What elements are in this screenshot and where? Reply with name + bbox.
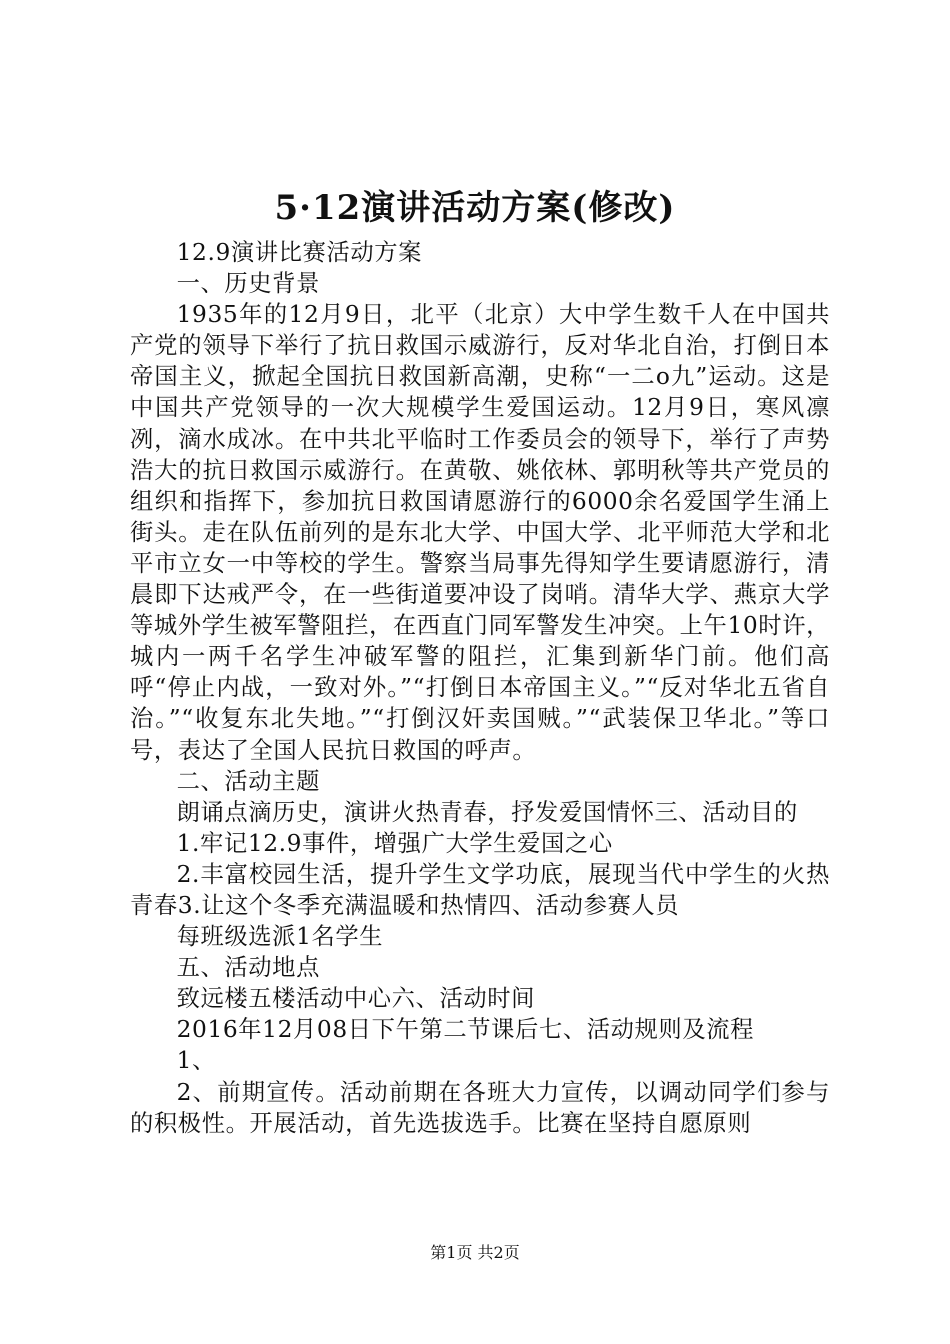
section-heading-location: 五、活动地点 [176,954,320,982]
page-footer: 第1页 共2页 [430,1243,520,1262]
paragraph-time: 2016年12月08日下午第二节课后七、活动规则及流程 [176,1016,755,1044]
section-heading-theme: 二、活动主题 [176,767,320,795]
paragraph-rule-2: 2、前期宣传。活动前期在各班大力宣传，以调动同学们参与的积极性。开展活动，首先选拔选手。比赛在坚持自愿原则 [130,1078,830,1137]
section-heading-history: 一、历史背景 [176,270,320,298]
paragraph-goal-1: 1.牢记12.9事件，增强广大学生爱国之心 [176,829,613,857]
paragraph-subtitle: 12.9演讲比赛活动方案 [176,239,423,266]
document-title: 5·12演讲活动方案(修改) [274,188,676,228]
paragraph-history: 1935年的12月9日，北平（北京）大中学生数千人在中国共产党的领导下举行了抗日救国示威游行，反对华北自治，打倒日本帝国主义，掀起全国抗日救国新高潮，史称“一二o九”运动。这是中国共产党领导的一次大规模学生爱国运动。12月9日，寒风凛冽，滴水成冰。在中共北平临时工作委员会的领导下，举行了声势浩大的抗日救国示威游行。在黄敬、姚依林、郭明秋等共产党员的组织和指挥下，参加抗日救国请愿游行的6000余名爱国学生涌上街头。走在队伍前列的是东北大学、中国大学、北平师范大学和北平市立女一中等校的学生。警察当局事先得知学生要请愿游行，清晨即下达戒严令，在一些街道要冲设了岗哨。清华大学、燕京大学等城外学生被军警阻拦，在西直门同军警发生冲突。上午10时许，城内一两千名学生冲破军警的阻拦，汇集到新华门前。他们高呼“停止内战，一致对外。”“打倒日本帝国主义。”“反对华北五省自治。”“收复东北失地。”“打倒汉奸卖国贼。”“武装保卫华北。”等口号，表达了全国人民抗日救国的呼声。 [130,301,830,764]
paragraph-location: 致远楼五楼活动中心六、活动时间 [176,985,536,1013]
paragraph-rule-1: 1、 [176,1047,216,1075]
document-body [130,237,830,1139]
paragraph-participants: 每班级选派1名学生 [176,923,384,951]
paragraph-goal-2: 2.丰富校园生活，提升学生文学功底，展现当代中学生的火热青春3.让这个冬季充满温暖和热情四、活动参赛人员 [130,860,830,919]
paragraph-theme: 朗诵点滴历史，演讲火热青春，抒发爱国情怀三、活动目的 [176,798,798,826]
